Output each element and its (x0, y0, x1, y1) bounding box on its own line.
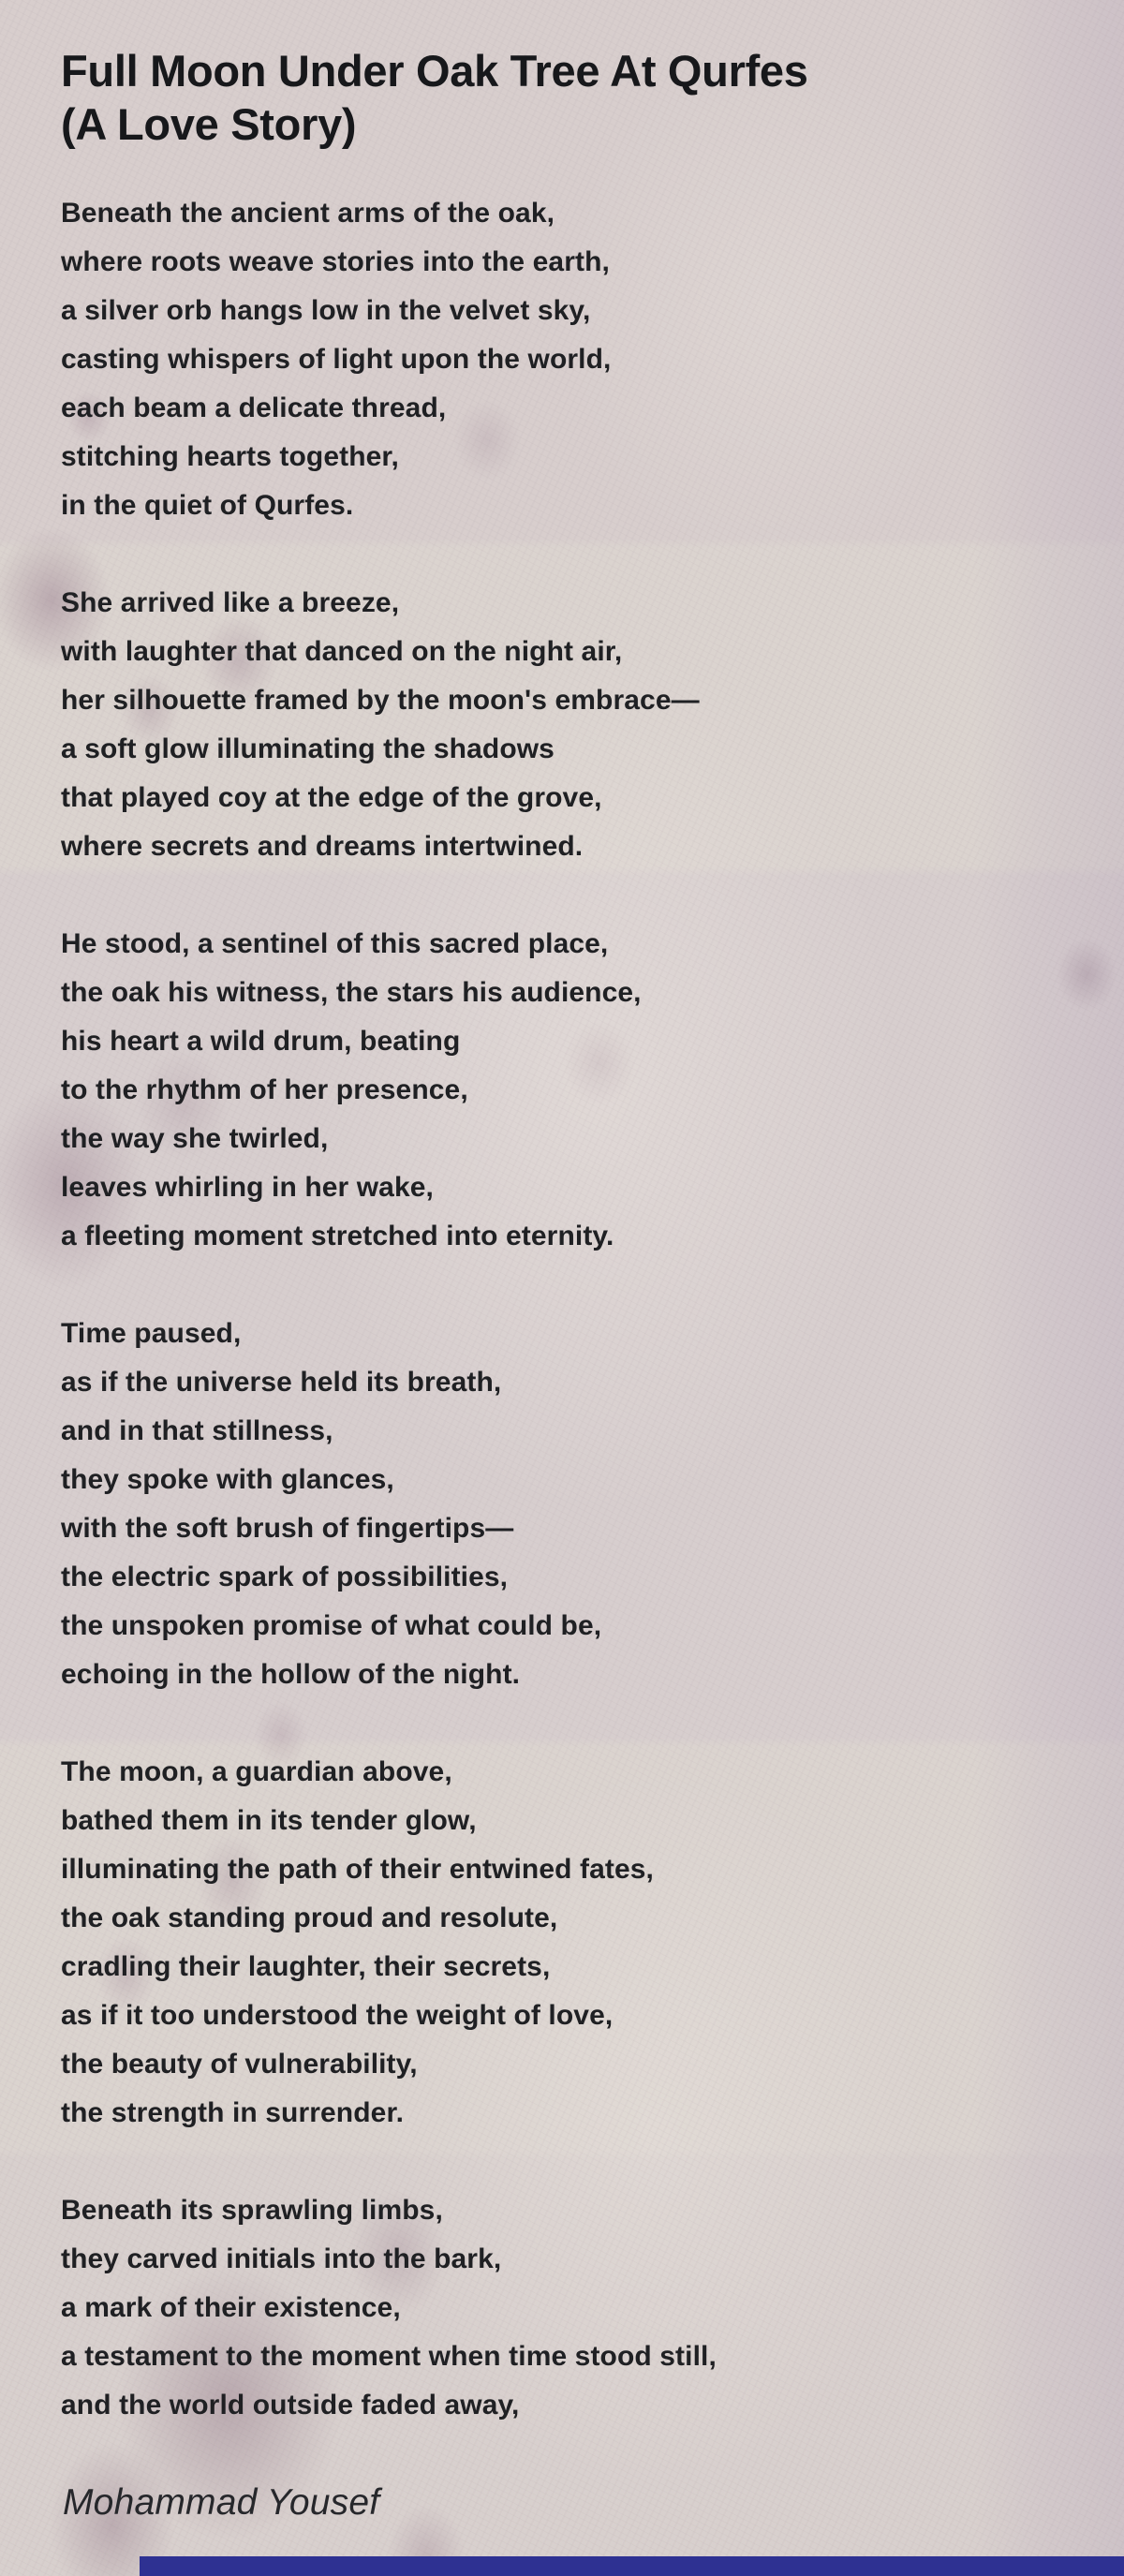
poem-line: a testament to the moment when time stood still, (61, 2341, 717, 2372)
poem-stanza (61, 579, 717, 871)
poem-stanza (61, 189, 717, 530)
poem-title (61, 44, 808, 151)
poem-line: bathed them in its tender glow, (61, 1805, 477, 1836)
poem-stanza (61, 1310, 717, 1699)
poem-line: as if it too understood the weight of love, (61, 2000, 614, 2031)
poem-line: a mark of their existence, (61, 2292, 401, 2323)
poem-line: with the soft brush of fingertips— (61, 1513, 514, 1544)
poem-line: a fleeting moment stretched into eternity. (61, 1221, 614, 1251)
poem-line: He stood, a sentinel of this sacred place, (61, 928, 609, 959)
poem-line: the beauty of vulnerability, (61, 2049, 418, 2080)
poem-line: stitching hearts together, (61, 441, 399, 472)
poem-line: Beneath its sprawling limbs, (61, 2195, 443, 2226)
poem-line: they spoke with glances, (61, 1464, 394, 1495)
poem-line: where roots weave stories into the earth, (61, 246, 610, 277)
poem-line: her silhouette framed by the moon's embrace— (61, 685, 700, 716)
poem-line: Time paused, (61, 1318, 242, 1349)
poem-line: the oak standing proud and resolute, (61, 1902, 558, 1933)
poem-line: The moon, a guardian above, (61, 1756, 452, 1787)
poem-line: the strength in surrender. (61, 2097, 404, 2128)
poem-line: that played coy at the edge of the grove, (61, 782, 602, 813)
poem-line: his heart a wild drum, beating (61, 1026, 461, 1057)
poem-line: they carved initials into the bark, (61, 2243, 502, 2274)
poem-stanza (61, 920, 717, 1261)
poem-line: echoing in the hollow of the night. (61, 1659, 521, 1690)
poem-line: with laughter that danced on the night air, (61, 636, 623, 667)
poem-line: a silver orb hangs low in the velvet sky, (61, 295, 591, 326)
poem-line: illuminating the path of their entwined fates, (61, 1854, 654, 1885)
poem-line: the electric spark of possibilities, (61, 1562, 509, 1592)
poem-line: a soft glow illuminating the shadows (61, 733, 555, 764)
poem-title-line2: (A Love Story) (61, 99, 357, 149)
poem-line: in the quiet of Qurfes. (61, 490, 354, 521)
poem-stanza (61, 1748, 717, 2138)
poem-line: the oak his witness, the stars his audience, (61, 977, 642, 1008)
poem-line: Beneath the ancient arms of the oak, (61, 198, 555, 229)
poem-stanza (61, 2186, 717, 2430)
poem-line: She arrived like a breeze, (61, 587, 400, 618)
poem-title-line1: Full Moon Under Oak Tree At Qurfes (61, 46, 808, 96)
poem-line: as if the universe held its breath, (61, 1367, 502, 1398)
poem-line: and the world outside faded away, (61, 2390, 520, 2421)
poem-body (61, 189, 717, 2430)
poem-line: and in that stillness, (61, 1415, 333, 1446)
poem-line: leaves whirling in her wake, (61, 1172, 434, 1203)
poem-line: cradling their laughter, their secrets, (61, 1951, 551, 1982)
poem-author: Mohammad Yousef (63, 2482, 380, 2523)
footer-bar-partial (140, 2556, 1124, 2576)
poem-line: to the rhythm of her presence, (61, 1074, 468, 1105)
poem-line: the unspoken promise of what could be, (61, 1610, 602, 1641)
poem-line: casting whispers of light upon the world, (61, 344, 612, 375)
poem-line: where secrets and dreams intertwined. (61, 831, 584, 862)
poem-line: each beam a delicate thread, (61, 392, 447, 423)
poem-line: the way she twirled, (61, 1123, 329, 1154)
